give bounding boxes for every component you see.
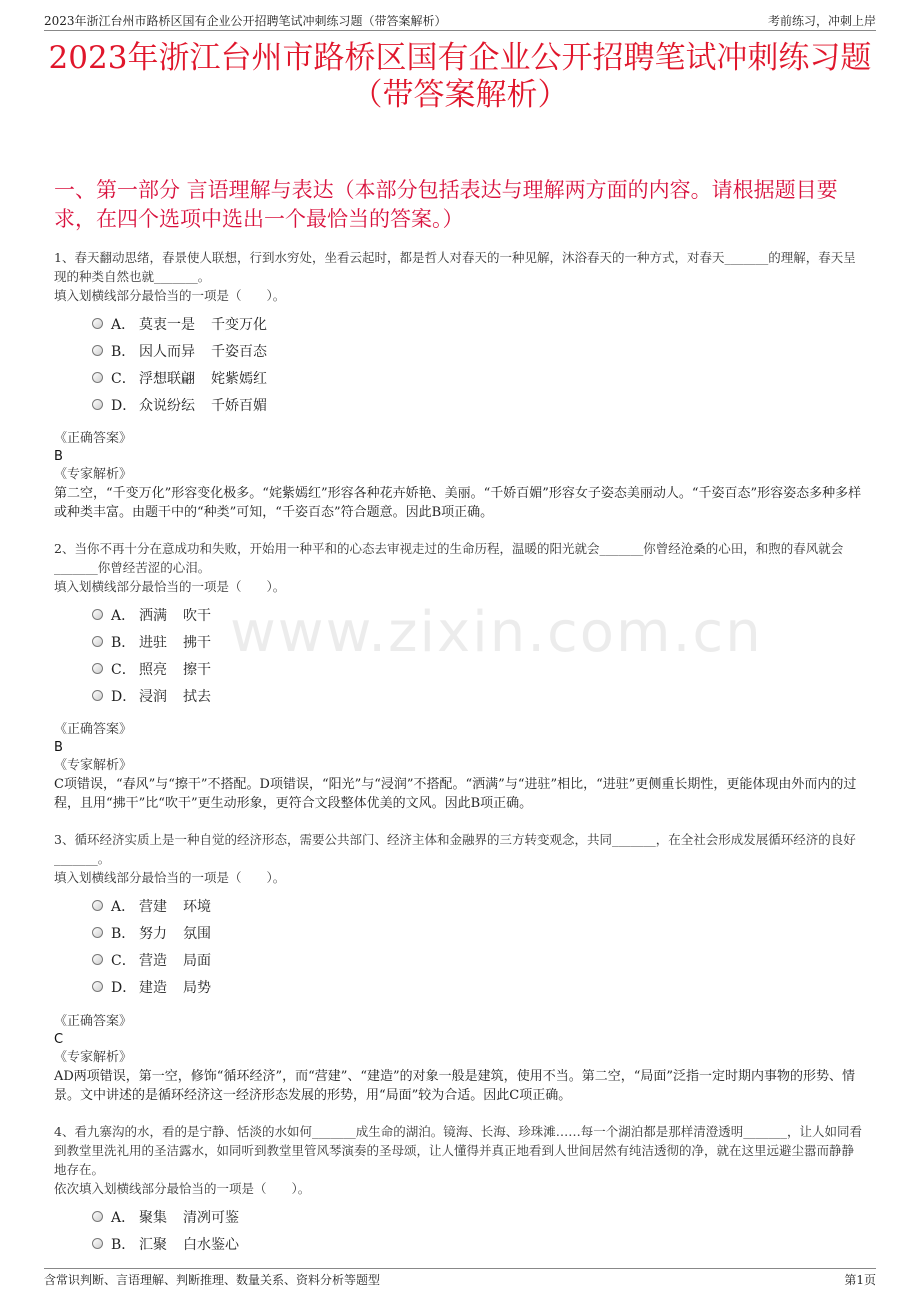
option-key: D．	[111, 979, 137, 996]
option-word-2: 环境	[183, 898, 211, 915]
option-a[interactable]	[92, 892, 862, 919]
option-word-1: 建造	[139, 979, 167, 996]
question-1	[54, 248, 862, 418]
option-word-1: 汇聚	[139, 1236, 167, 1253]
option-b[interactable]	[92, 337, 862, 364]
option-key: A．	[111, 1209, 136, 1226]
answer-block-3	[54, 1013, 862, 1105]
footer-topics: 含常识判断、言语理解、判断推理、数量关系、资料分析等题型	[44, 1273, 381, 1287]
title-line-2: （带答案解析）	[351, 77, 569, 113]
question-prompt: 依次填入划横线部分最恰当的一项是（ ）。	[54, 1181, 311, 1196]
option-word-1: 营建	[139, 898, 167, 915]
question-prompt: 填入划横线部分最恰当的一项是（ ）。	[54, 288, 286, 303]
option-key: B．	[111, 925, 136, 942]
option-word-2: 局势	[183, 979, 211, 996]
header-doc-title: 2023年浙江台州市路桥区国有企业公开招聘笔试冲刺练习题（带答案解析）	[44, 14, 447, 28]
option-key: C．	[111, 952, 136, 969]
page-number: 第1页	[844, 1273, 876, 1287]
question-3	[54, 830, 862, 1000]
option-word-2: 白水鉴心	[183, 1236, 239, 1253]
option-key: D．	[111, 688, 137, 705]
page-footer	[44, 1271, 876, 1288]
option-c[interactable]	[92, 655, 862, 682]
radio-icon[interactable]	[92, 690, 103, 701]
question-stem: 3、循环经济实质上是一种自觉的经济形态，需要公共部门、经济主体和金融界的三方转变观念，共同_______，在全社会形成发展循环经济的良好_______。	[54, 832, 856, 866]
answer-label: 《正确答案》	[54, 431, 133, 446]
question-stem: 4、看九寨沟的水，看的是宁静、恬淡的水如何_______成生命的湖泊。镜海、长海、珍珠滩……每一个湖泊都是那样清澄透明_______，让人如同看到教堂里洗礼用的圣洁露水，如同听到教堂里管风琴演奏的圣母颂，让人懂得并真正地看到人世间居然有纯洁透彻的净，就在这里远避尘嚣而静静地存在。	[54, 1124, 862, 1177]
option-key: A．	[111, 607, 136, 624]
option-word-2: 拭去	[183, 688, 211, 705]
option-word-2: 千变万化	[211, 316, 267, 333]
option-word-1: 因人而异	[139, 343, 195, 360]
option-word-1: 营造	[139, 952, 167, 969]
option-key: A．	[111, 898, 136, 915]
option-list	[92, 310, 862, 418]
analysis-text: 第二空，“千变万化”形容变化极多。“姹紫嫣红”形容各种花卉娇艳、美丽。“千娇百媚”形容女子姿态美丽动人。“千姿百态”形容姿态多种多样或种类丰富。由题干中的“种类”可知，“千姿百态”符合题意。因此B项正确。	[54, 486, 862, 520]
analysis-label: 《专家解析》	[54, 758, 133, 773]
footer-divider	[44, 1268, 876, 1269]
question-stem: 2、当你不再十分在意成功和失败，开始用一种平和的心态去审视走过的生命历程，温暖的阳光就会_______你曾经沧桑的心田，和煦的春风就会_______你曾经苦涩的心泪。	[54, 541, 844, 575]
option-key: C．	[111, 370, 136, 387]
option-d[interactable]	[92, 391, 862, 418]
radio-icon[interactable]	[92, 345, 103, 356]
option-key: D．	[111, 397, 137, 414]
radio-icon[interactable]	[92, 900, 103, 911]
correct-answer: C	[54, 1032, 64, 1047]
page-header	[44, 10, 876, 30]
option-key: B．	[111, 1236, 136, 1253]
option-word-1: 浸润	[139, 688, 167, 705]
option-key: B．	[111, 634, 136, 651]
option-a[interactable]	[92, 1203, 862, 1230]
answer-label: 《正确答案》	[54, 1014, 133, 1029]
radio-icon[interactable]	[92, 663, 103, 674]
radio-icon[interactable]	[92, 1211, 103, 1222]
option-word-1: 洒满	[139, 607, 167, 624]
watermark: www.zixin.com.cn	[230, 600, 763, 665]
correct-answer: B	[54, 449, 63, 464]
option-key: B．	[111, 343, 136, 360]
option-c[interactable]	[92, 364, 862, 391]
option-c[interactable]	[92, 946, 862, 973]
radio-icon[interactable]	[92, 954, 103, 965]
radio-icon[interactable]	[92, 399, 103, 410]
option-word-1: 莫衷一是	[139, 316, 195, 333]
question-4	[54, 1122, 862, 1257]
question-prompt: 填入划横线部分最恰当的一项是（ ）。	[54, 870, 286, 885]
radio-icon[interactable]	[92, 372, 103, 383]
answer-block-1	[54, 430, 862, 522]
radio-icon[interactable]	[92, 609, 103, 620]
option-b[interactable]	[92, 628, 862, 655]
question-prompt: 填入划横线部分最恰当的一项是（ ）。	[54, 579, 286, 594]
analysis-label: 《专家解析》	[54, 1050, 133, 1065]
option-word-2: 姹紫嫣红	[211, 370, 267, 387]
section-heading: 一、第一部分 言语理解与表达（本部分包括表达与理解两方面的内容。请根据题目要求，在四个选项中选出一个最恰当的答案。）	[54, 178, 838, 231]
option-word-2: 拂干	[183, 634, 211, 651]
option-word-2: 千姿百态	[211, 343, 267, 360]
document-title	[44, 40, 876, 114]
option-word-1: 众说纷纭	[139, 397, 195, 414]
answer-label: 《正确答案》	[54, 722, 133, 737]
option-a[interactable]	[92, 310, 862, 337]
option-list	[92, 892, 862, 1000]
option-word-2: 清冽可鉴	[183, 1209, 239, 1226]
option-list	[92, 601, 862, 709]
analysis-text: C项错误，“春风”与“擦干”不搭配。D项错误，“阳光”与“浸润”不搭配。“洒满”与“进驻”相比，“进驻”更侧重长期性，更能体现由外而内的过程，且用“拂干”比“吹干”更生动形象，更符合文段整体优美的文风。因此B项正确。	[54, 777, 857, 811]
radio-icon[interactable]	[92, 636, 103, 647]
option-d[interactable]	[92, 973, 862, 1000]
option-b[interactable]	[92, 919, 862, 946]
answer-block-2	[54, 721, 862, 813]
option-word-2: 擦干	[183, 661, 211, 678]
option-word-1: 浮想联翩	[139, 370, 195, 387]
option-b[interactable]	[92, 1230, 862, 1257]
option-word-2: 局面	[183, 952, 211, 969]
radio-icon[interactable]	[92, 981, 103, 992]
radio-icon[interactable]	[92, 318, 103, 329]
option-word-2: 千娇百媚	[211, 397, 267, 414]
correct-answer: B	[54, 740, 63, 755]
option-word-2: 吹干	[183, 607, 211, 624]
option-d[interactable]	[92, 682, 862, 709]
analysis-text: AD两项错误，第一空，修饰“循环经济”，而“营建”、“建造”的对象一般是建筑，使用不当。第二空，“局面”泛指一定时期内事物的形势、情景。文中讲述的是循环经济这一经济形态发展的形势，用“局面”较为合适。因此C项正确。	[54, 1069, 855, 1103]
option-key: C．	[111, 661, 136, 678]
question-stem: 1、春天翻动思绪，春景使人联想，行到水穷处，坐看云起时，都是哲人对春天的一种见解，沐浴春天的一种方式，对春天_______的理解，春天呈现的种类自然也就_______。	[54, 250, 856, 284]
question-2	[54, 539, 862, 709]
option-a[interactable]	[92, 601, 862, 628]
option-key: A．	[111, 316, 136, 333]
header-divider	[44, 30, 876, 31]
analysis-label: 《专家解析》	[54, 467, 133, 482]
radio-icon[interactable]	[92, 1238, 103, 1249]
option-word-1: 进驻	[139, 634, 167, 651]
radio-icon[interactable]	[92, 927, 103, 938]
option-list	[92, 1203, 862, 1257]
header-slogan: 考前练习，冲刺上岸	[767, 14, 876, 28]
title-line-1: 2023年浙江台州市路桥区国有企业公开招聘笔试冲刺练习题	[48, 40, 872, 76]
option-word-1: 照亮	[139, 661, 167, 678]
option-word-1: 努力	[139, 925, 167, 942]
option-word-1: 聚集	[139, 1209, 167, 1226]
option-word-2: 氛围	[183, 925, 211, 942]
